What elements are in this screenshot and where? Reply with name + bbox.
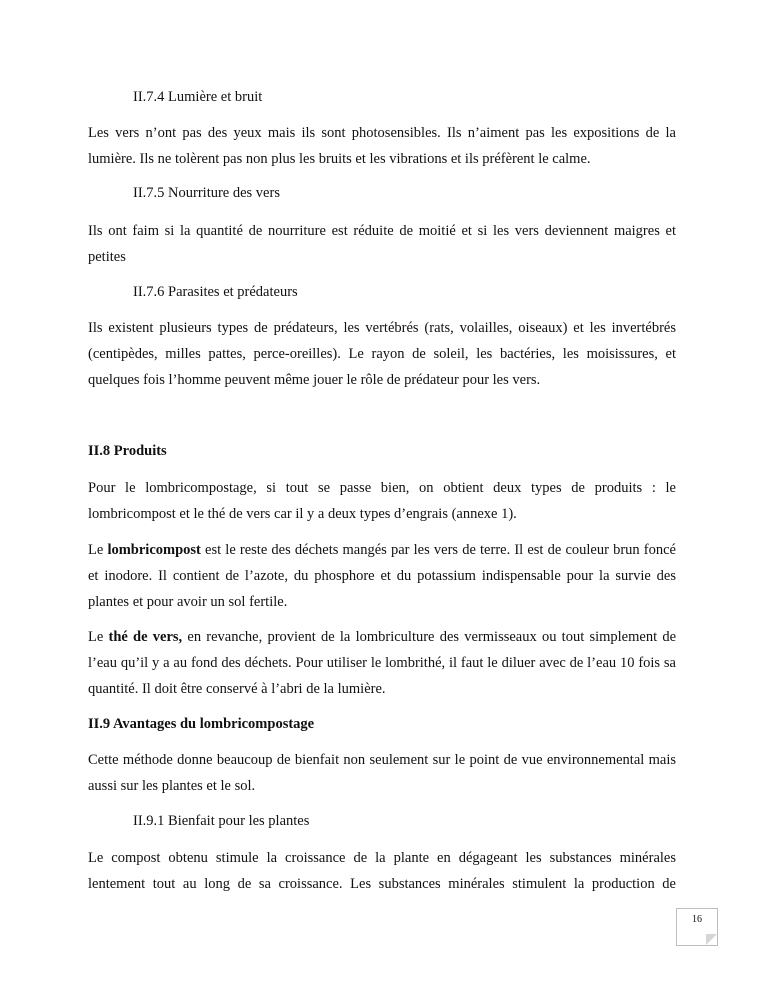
paragraph-avantages: Cette méthode donne beaucoup de bienfait non seulement sur le point de vue environnemental mais aussi sur les plantes et le sol.: [88, 752, 676, 794]
lombricompost-term: lombricompost: [107, 542, 201, 558]
page-curl-icon: [706, 934, 717, 945]
lombricompost-rest: est le reste des déchets mangés par les vers de terre. Il est de couleur brun foncé et inodore. Il contient de l’azote, du phosphore et du potassium indispensable pour la survie des plantes et pour avoir un sol fertile.: [88, 542, 676, 610]
heading-produits: II.8 Produits: [88, 443, 167, 459]
paragraph-produits-intro: Pour le lombricompostage, si tout se passe bien, on obtient deux types de produits : le lombricompost et le thé de vers car il y a deux types d’engrais (annexe 1).: [88, 480, 676, 522]
paragraph-lumiere-bruit: Les vers n’ont pas des yeux mais ils sont photosensibles. Ils n’aiment pas les expositions de la lumière. Ils ne tolèrent pas non plus les bruits et les vibrations et ils préfèrent le calme.: [88, 125, 676, 167]
the-de-vers-rest: en revanche, provient de la lombriculture des vermisseaux ou tout simplement de l’eau qu’il y a au fond des déchets. Pour utiliser le lombrithé, il faut le diluer avec de l’eau 10 fois sa quantité. Il doit être conservé à l’abri de la lumière.: [88, 629, 677, 697]
paragraph-parasites: Ils existent plusieurs types de prédateurs, les vertébrés (rats, volailles, oiseaux) et les invertébrés (centipèdes, milles pattes, perce-oreilles). Le rayon de soleil, les bactéries, les moisissures, et quelques fois l’homme peuvent même jouer le rôle de prédateur pour les vers.: [88, 320, 676, 388]
heading-lumiere-bruit: II.7.4 Lumière et bruit: [133, 89, 263, 105]
heading-avantages: II.9 Avantages du lombricompostage: [88, 716, 315, 732]
paragraph-lombricompost: [88, 537, 676, 615]
heading-bienfait-plantes: II.9.1 Bienfait pour les plantes: [133, 813, 310, 829]
heading-nourriture: II.7.5 Nourriture des vers: [133, 185, 280, 201]
heading-parasites: II.7.6 Parasites et prédateurs: [133, 284, 298, 300]
the-de-vers-term: thé de vers,: [108, 629, 183, 645]
the-de-vers-prefix: Le: [88, 629, 109, 645]
paragraph-the-de-vers: [88, 624, 676, 702]
paragraph-nourriture: Ils ont faim si la quantité de nourriture est réduite de moitié et si les vers deviennent maigres et petites: [88, 223, 676, 265]
lombricompost-prefix: Le: [88, 542, 108, 558]
page-number-box: [676, 908, 718, 946]
paragraph-bienfait-plantes: Le compost obtenu stimule la croissance de la plante en dégageant les substances minérales lentement tout au long de sa croissance. Les substances minérales stimulent la production de: [88, 850, 676, 892]
page-number: 16: [692, 914, 702, 925]
